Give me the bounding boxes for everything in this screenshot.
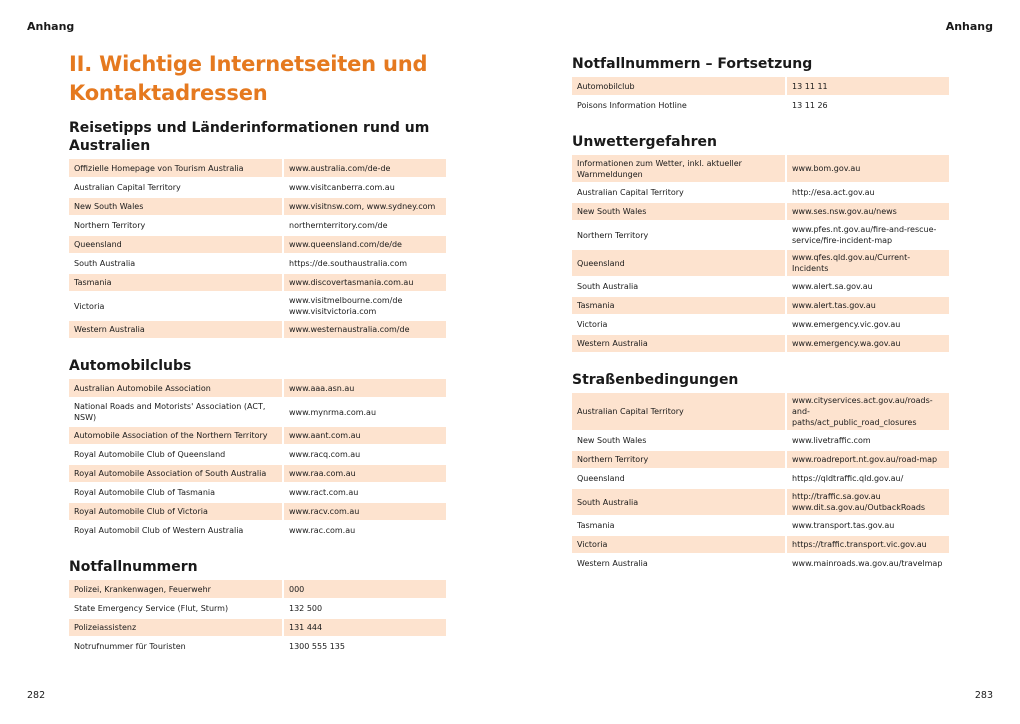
section-left-0 xyxy=(69,119,447,340)
entry-name-cell: Royal Automobile Club of Victoria xyxy=(69,502,283,521)
entry-value-cell[interactable]: www.emergency.wa.gov.au xyxy=(786,334,950,353)
entry-value-cell[interactable]: www.cityservices.act.gov.au/roads-and- paths/act_public_road_closures xyxy=(786,393,950,431)
table-row xyxy=(69,483,447,502)
entry-value-cell[interactable]: www.visitcanberra.com.au xyxy=(283,178,447,197)
table-row xyxy=(572,296,950,315)
table-row xyxy=(69,398,447,426)
entry-name-cell: Victoria xyxy=(572,315,786,334)
entry-value-cell[interactable]: www.ses.nsw.gov.au/news xyxy=(786,202,950,221)
entry-value-cell[interactable]: www.visitnsw.com, www.sydney.com xyxy=(283,197,447,216)
section-heading: Notfallnummern xyxy=(69,559,198,575)
table-row xyxy=(69,502,447,521)
section-left-2 xyxy=(69,558,447,657)
table-row xyxy=(69,379,447,398)
entry-value-cell[interactable]: www.alert.tas.gov.au xyxy=(786,296,950,315)
entry-name-cell: South Australia xyxy=(69,254,283,273)
table-row xyxy=(69,618,447,637)
section-heading: Unwettergefahren xyxy=(572,134,717,150)
table-row xyxy=(69,320,447,339)
table-row xyxy=(69,273,447,292)
entry-name-cell: National Roads and Motorists' Association (ACT, NSW) xyxy=(69,398,283,426)
entry-value-cell[interactable]: www.qfes.qld.gov.au/Current-Incidents xyxy=(786,249,950,277)
page-title-line-2: Kontaktadressen xyxy=(69,81,268,105)
table-row xyxy=(572,315,950,334)
entry-name-cell: New South Wales xyxy=(69,197,283,216)
entry-value-cell[interactable]: http://traffic.sa.gov.au www.dit.sa.gov.au/OutbackRoads xyxy=(786,488,950,516)
table-row xyxy=(572,96,950,115)
entry-value-cell[interactable]: www.queensland.com/de/de xyxy=(283,235,447,254)
table-row xyxy=(69,599,447,618)
table-row xyxy=(69,580,447,599)
entry-name-cell: Tasmania xyxy=(572,296,786,315)
section-heading: Reisetipps und Länderinformationen rund um Australien xyxy=(69,120,430,154)
entry-name-cell: Queensland xyxy=(572,469,786,488)
table-row xyxy=(572,469,950,488)
entry-name-cell: Australian Capital Territory xyxy=(69,178,283,197)
entry-name-cell: South Australia xyxy=(572,488,786,516)
table-row xyxy=(572,554,950,573)
entry-value-cell[interactable]: www.australia.com/de-de xyxy=(283,159,447,178)
entry-name-cell: New South Wales xyxy=(572,202,786,221)
right-sections xyxy=(572,55,950,574)
table-row xyxy=(69,426,447,445)
entry-value-cell[interactable]: www.aaa.asn.au xyxy=(283,379,447,398)
table-row xyxy=(572,77,950,96)
entry-name-cell: Queensland xyxy=(69,235,283,254)
entry-name-cell: Western Australia xyxy=(572,554,786,573)
table-row xyxy=(69,445,447,464)
table-row xyxy=(69,178,447,197)
entry-value-cell[interactable]: www.discovertasmania.com.au xyxy=(283,273,447,292)
entry-name-cell: Australian Automobile Association xyxy=(69,379,283,398)
entry-value-cell: 1300 555 135 xyxy=(283,637,447,656)
table-row xyxy=(69,521,447,540)
page-number-right: 283 xyxy=(974,690,993,701)
entry-value-cell[interactable]: www.livetraffic.com xyxy=(786,431,950,450)
entry-value-cell[interactable]: www.ract.com.au xyxy=(283,483,447,502)
entry-value-cell[interactable]: www.pfes.nt.gov.au/fire-and-rescue- service/fire-incident-map xyxy=(786,221,950,249)
entry-name-cell: Northern Territory xyxy=(572,221,786,249)
entry-value-cell[interactable]: www.racv.com.au xyxy=(283,502,447,521)
table-row xyxy=(572,277,950,296)
entry-value-cell[interactable]: www.mainroads.wa.gov.au/travelmap xyxy=(786,554,950,573)
entry-value-cell[interactable]: www.mynrma.com.au xyxy=(283,398,447,426)
entry-value-cell[interactable]: www.racq.com.au xyxy=(283,445,447,464)
section-right-2 xyxy=(572,371,950,574)
entry-name-cell: Australian Capital Territory xyxy=(572,393,786,431)
section-heading: Straßenbedingungen xyxy=(572,372,739,388)
running-header-left: Anhang xyxy=(27,20,75,33)
table-row xyxy=(572,535,950,554)
table-row xyxy=(69,254,447,273)
section-table xyxy=(69,159,448,340)
table-row xyxy=(572,249,950,277)
section-heading: Notfallnummern – Fortsetzung xyxy=(572,56,813,72)
entry-value-cell[interactable]: https://traffic.transport.vic.gov.au xyxy=(786,535,950,554)
entry-name-cell: Royal Automobile Association of South Australia xyxy=(69,464,283,483)
entry-name-cell: Tasmania xyxy=(69,273,283,292)
entry-value-cell[interactable]: www.aant.com.au xyxy=(283,426,447,445)
table-row xyxy=(572,155,950,183)
table-row xyxy=(572,393,950,431)
entry-name-cell: Automobilclub xyxy=(572,77,786,96)
section-left-1 xyxy=(69,357,447,541)
running-header-right: Anhang xyxy=(945,20,993,33)
page-title xyxy=(69,50,447,108)
table-row xyxy=(69,464,447,483)
entry-value-cell[interactable]: http://esa.act.gov.au xyxy=(786,183,950,202)
table-row xyxy=(69,159,447,178)
entry-name-cell: Poisons Information Hotline xyxy=(572,96,786,115)
entry-value-cell: 132 500 xyxy=(283,599,447,618)
section-table xyxy=(69,379,448,541)
entry-name-cell: State Emergency Service (Flut, Sturm) xyxy=(69,599,283,618)
entry-value-cell[interactable]: www.rac.com.au xyxy=(283,521,447,540)
section-right-0 xyxy=(572,55,950,116)
entry-name-cell: Polizeiassistenz xyxy=(69,618,283,637)
entry-name-cell: Polizei, Krankenwagen, Feuerwehr xyxy=(69,580,283,599)
entry-name-cell: Queensland xyxy=(572,249,786,277)
entry-value-cell[interactable]: www.alert.sa.gov.au xyxy=(786,277,950,296)
right-page-content xyxy=(572,55,950,574)
entry-value-cell[interactable]: northernterritory.com/de xyxy=(283,216,447,235)
entry-name-cell: Tasmania xyxy=(572,516,786,535)
entry-name-cell: New South Wales xyxy=(572,431,786,450)
entry-value-cell: 13 11 26 xyxy=(786,96,950,115)
entry-value-cell[interactable]: www.emergency.vic.gov.au xyxy=(786,315,950,334)
entry-name-cell: Royal Automobil Club of Western Australia xyxy=(69,521,283,540)
table-row xyxy=(572,431,950,450)
entry-name-cell: Northern Territory xyxy=(572,450,786,469)
entry-name-cell: Northern Territory xyxy=(69,216,283,235)
entry-name-cell: Victoria xyxy=(69,292,283,320)
entry-name-cell: Royal Automobile Club of Queensland xyxy=(69,445,283,464)
entry-name-cell: Victoria xyxy=(572,535,786,554)
entry-value-cell[interactable]: www.raa.com.au xyxy=(283,464,447,483)
entry-name-cell: Notrufnummer für Touristen xyxy=(69,637,283,656)
entry-name-cell: South Australia xyxy=(572,277,786,296)
section-right-1 xyxy=(572,133,950,354)
table-row xyxy=(69,292,447,320)
table-row xyxy=(572,516,950,535)
entry-value-cell: 13 11 11 xyxy=(786,77,950,96)
table-row xyxy=(572,488,950,516)
entry-value-cell: 131 444 xyxy=(283,618,447,637)
left-page-content xyxy=(69,50,447,657)
entry-value-cell[interactable]: https://qldtraffic.qld.gov.au/ xyxy=(786,469,950,488)
entry-name-cell: Australian Capital Territory xyxy=(572,183,786,202)
entry-name-cell: Royal Automobile Club of Tasmania xyxy=(69,483,283,502)
entry-value-cell[interactable]: www.bom.gov.au xyxy=(786,155,950,183)
page-number-left: 282 xyxy=(27,690,46,701)
table-row xyxy=(572,334,950,353)
section-table xyxy=(572,77,951,116)
table-row xyxy=(572,450,950,469)
table-row xyxy=(572,183,950,202)
table-row xyxy=(69,637,447,656)
left-sections xyxy=(69,119,447,657)
section-table xyxy=(69,580,448,657)
entry-value-cell[interactable]: www.roadreport.nt.gov.au/road-map xyxy=(786,450,950,469)
table-row xyxy=(69,197,447,216)
entry-value-cell[interactable]: www.westernaustralia.com/de xyxy=(283,320,447,339)
entry-name-cell: Western Australia xyxy=(69,320,283,339)
section-heading: Automobilclubs xyxy=(69,358,192,374)
table-row xyxy=(572,202,950,221)
section-table xyxy=(572,393,951,574)
table-row xyxy=(69,235,447,254)
table-row xyxy=(572,221,950,249)
entry-name-cell: Informationen zum Wetter, inkl. aktueller Warnmeldungen xyxy=(572,155,786,183)
table-row xyxy=(69,216,447,235)
section-table xyxy=(572,155,951,354)
entry-name-cell: Automobile Association of the Northern Territory xyxy=(69,426,283,445)
entry-name-cell: Western Australia xyxy=(572,334,786,353)
page-title-line-1: II. Wichtige Internetseiten und xyxy=(69,52,428,76)
entry-value-cell: 000 xyxy=(283,580,447,599)
entry-name-cell: Offizielle Homepage von Tourism Australia xyxy=(69,159,283,178)
entry-value-cell[interactable]: www.visitmelbourne.com/de www.visitvictoria.com xyxy=(283,292,447,320)
entry-value-cell[interactable]: https://de.southaustralia.com xyxy=(283,254,447,273)
entry-value-cell[interactable]: www.transport.tas.gov.au xyxy=(786,516,950,535)
